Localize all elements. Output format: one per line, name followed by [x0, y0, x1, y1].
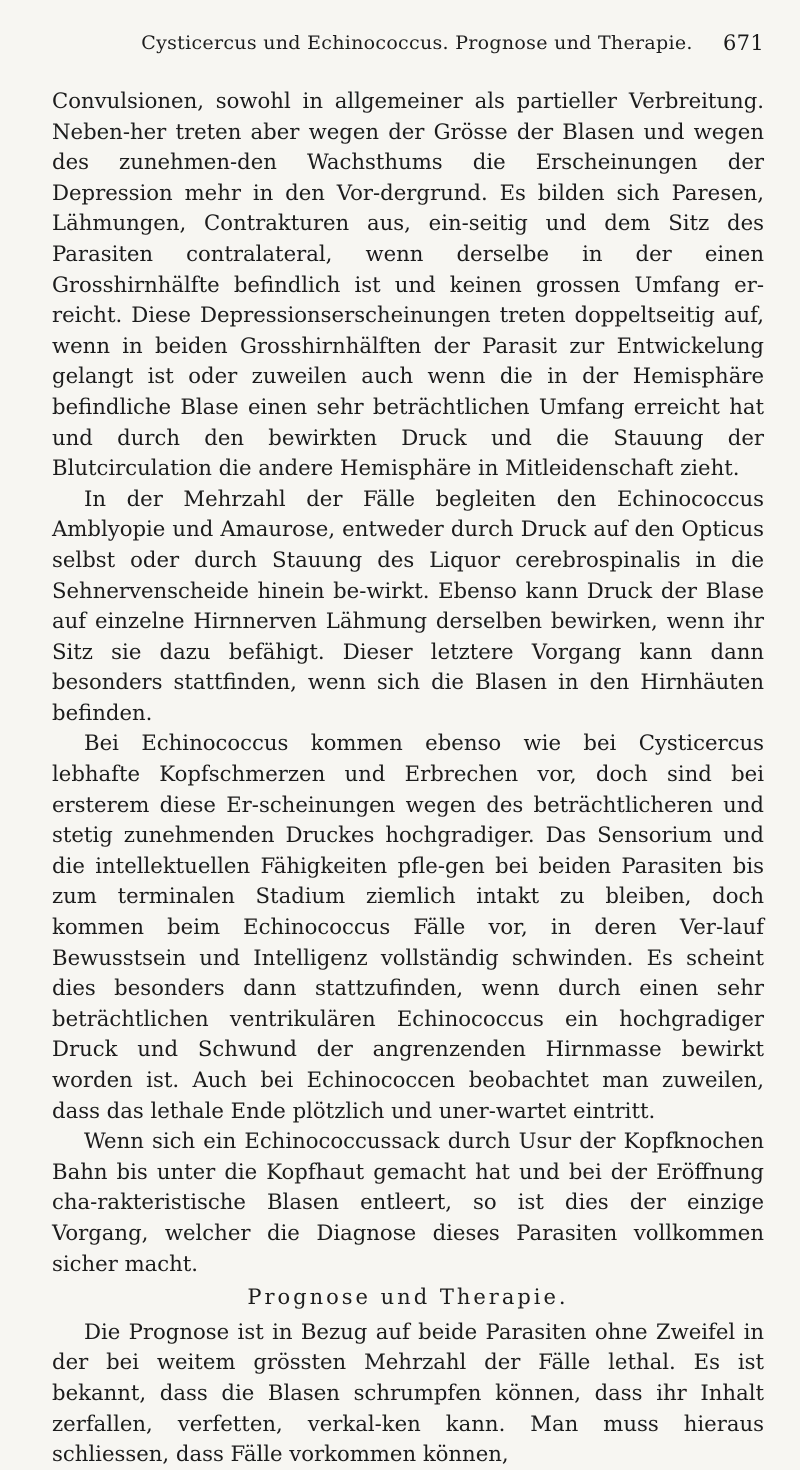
paragraph-prognose: Die Prognose ist in Bezug auf beide Parasiten ohne Zweifel in der bei weitem grössten Mehrzahl der Fälle lethal. Es ist bekannt, dass die Blasen schrumpfen können, dass ihr Inhalt zerfallen, verfetten, verkal-ken kann. Man muss hieraus schliessen, dass Fälle vorkommen können, — [52, 1318, 764, 1467]
book-page — [52, 14, 764, 1470]
running-title: Cysticercus und Echinococcus. Prognose und Therapie. — [141, 32, 693, 54]
page-number: 671 — [723, 31, 764, 55]
paragraph-kopfschmerzen: Bei Echinococcus kommen ebenso wie bei Cysticercus lebhafte Kopfschmerzen und Erbrechen vor, doch sind bei ersterem diese Er-scheinungen wegen des beträchtlicheren und stetig zunehmenden Druckes hochgradiger. Das Sensorium und die intellektuellen Fähigkeiten pfle-gen bei beiden Parasiten bis zum terminalen Stadium ziemlich intakt zu bleiben, doch kommen beim Echinococcus Fälle vor, in deren Ver-lauf Bewusstsein und Intelligenz vollständig schwinden. Es scheint dies besonders dann stattzufinden, wenn durch einen sehr beträchtlichen ventrikulären Echinococcus ein hochgradiger Druck und Schwund der angrenzenden Hirnmasse bewirkt worden ist. Auch bei Echinococcen beobachtet man zuweilen, dass das lethale Ende plötzlich und uner-wartet eintritt. — [52, 730, 764, 1123]
body-text — [52, 86, 764, 1470]
section-heading-prognose: Prognose und Therapie. — [247, 1285, 569, 1310]
paragraph-amblyopie: In der Mehrzahl der Fälle begleiten den Echinococcus Amblyopie und Amaurose, entweder durch Druck auf den Opticus selbst oder durch Stauung des Liquor cerebrospinalis in die Sehnervenscheide hinein be-wirkt. Ebenso kann Druck der Blase auf einzelne Hirnnerven Lähmung derselben bewirken, wenn ihr Sitz sie dazu befähigt. Dieser letztere Vorgang kann dann besonders stattfinden, wenn sich die Blasen in den Hirnhäuten befinden. — [52, 485, 764, 725]
paragraph-diagnose: Wenn sich ein Echinococcussack durch Usur der Kopfknochen Bahn bis unter die Kopfhaut gemacht hat und bei der Eröffnung cha-rakteristische Blasen entleert, so ist dies der einzige Vorgang, welcher die Diagnose dieses Parasiten vollkommen sicher macht. — [52, 1128, 764, 1276]
running-header — [52, 14, 764, 54]
paragraph-convulsionen: Convulsionen, sowohl in allgemeiner als partieller Verbreitung. Neben-her treten aber wegen der Grösse der Blasen und wegen des zunehmen-den Wachsthums die Erscheinungen der Depression mehr in den Vor-dergrund. Es bilden sich Paresen, Lähmungen, Contrakturen aus, ein-seitig und dem Sitz des Parasiten contralateral, wenn derselbe in der einen Grosshirnhälfte befindlich ist und keinen grossen Umfang er-reicht. Diese Depressionserscheinungen treten doppeltseitig auf, wenn in beiden Grosshirnhälften der Parasit zur Entwickelung gelangt ist oder zuweilen auch wenn die in der Hemisphäre befindliche Blase einen sehr beträchtlichen Umfang erreicht hat und durch den bewirkten Druck und die Stauung der Blutcirculation die andere Hemisphäre in Mitleidenschaft zieht. — [52, 88, 764, 481]
